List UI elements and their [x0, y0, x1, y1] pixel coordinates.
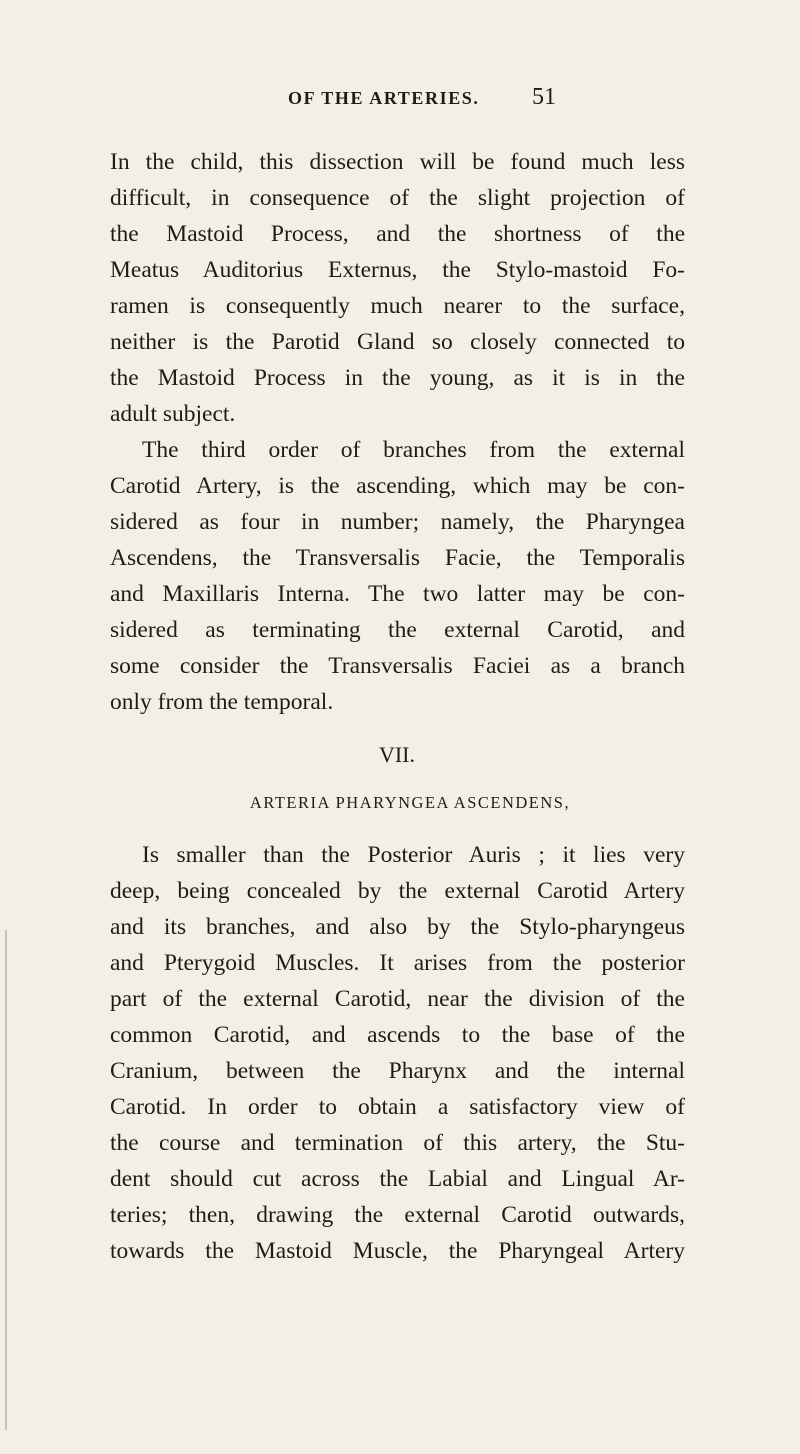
text-line: only from the temporal. [110, 689, 334, 715]
text-line: In the child, this dissection will be found much less [110, 149, 685, 175]
text-line: part of the external Carotid, near the division of the [110, 986, 685, 1012]
page-number: 51 [532, 84, 556, 110]
text-line: ramen is consequently much nearer to the surface, [110, 293, 685, 319]
section-title: ARTERIA PHARYNGEA ASCENDENS, [249, 793, 571, 812]
text-line: dent should cut across the Labial and Lingual Ar- [110, 1166, 685, 1192]
text-line: and Maxillaris Interna. The two latter may be con- [110, 581, 685, 607]
text-line: some consider the Transversalis Faciei as a branch [110, 653, 685, 679]
text-line: Ascendens, the Transversalis Facie, the Temporalis [110, 545, 685, 571]
text-line: The third order of branches from the external [142, 437, 685, 463]
text-line: the Mastoid Process, and the shortness of the [110, 221, 685, 247]
text-line: Cranium, between the Pharynx and the internal [110, 1058, 685, 1084]
text-line: and Pterygoid Muscles. It arises from the posterior [110, 950, 685, 976]
text-line: the Mastoid Process in the young, as it is in the [110, 365, 685, 391]
text-line: towards the Mastoid Muscle, the Pharyngeal Artery [110, 1238, 685, 1264]
text-line: and its branches, and also by the Stylo-pharyngeus [110, 914, 685, 940]
text-line: sidered as terminating the external Carotid, and [110, 617, 685, 643]
text-line: Carotid Artery, is the ascending, which may be con- [110, 473, 685, 499]
page-edge-shadow [5, 930, 7, 1430]
text-line: common Carotid, and ascends to the base of the [110, 1022, 685, 1048]
text-line: the course and termination of this artery, the Stu- [110, 1130, 685, 1156]
text-line: adult subject. [110, 401, 236, 427]
text-line: teries; then, drawing the external Carotid outwards, [110, 1202, 685, 1228]
text-line: Carotid. In order to obtain a satisfactory view of [110, 1094, 685, 1120]
text-line: deep, being concealed by the external Carotid Artery [110, 878, 685, 904]
text-line: neither is the Parotid Gland so closely connected to [110, 329, 685, 355]
running-head: OF THE ARTERIES. [288, 88, 480, 108]
section-numeral: VII. [378, 742, 416, 767]
text-line: Is smaller than the Posterior Auris ; it lies very [142, 842, 685, 868]
text-line: Meatus Auditorius Externus, the Stylo-mastoid Fo- [110, 257, 685, 283]
text-line: difficult, in consequence of the slight projection of [110, 185, 685, 211]
text-line: sidered as four in number; namely, the Pharyngea [110, 509, 685, 535]
